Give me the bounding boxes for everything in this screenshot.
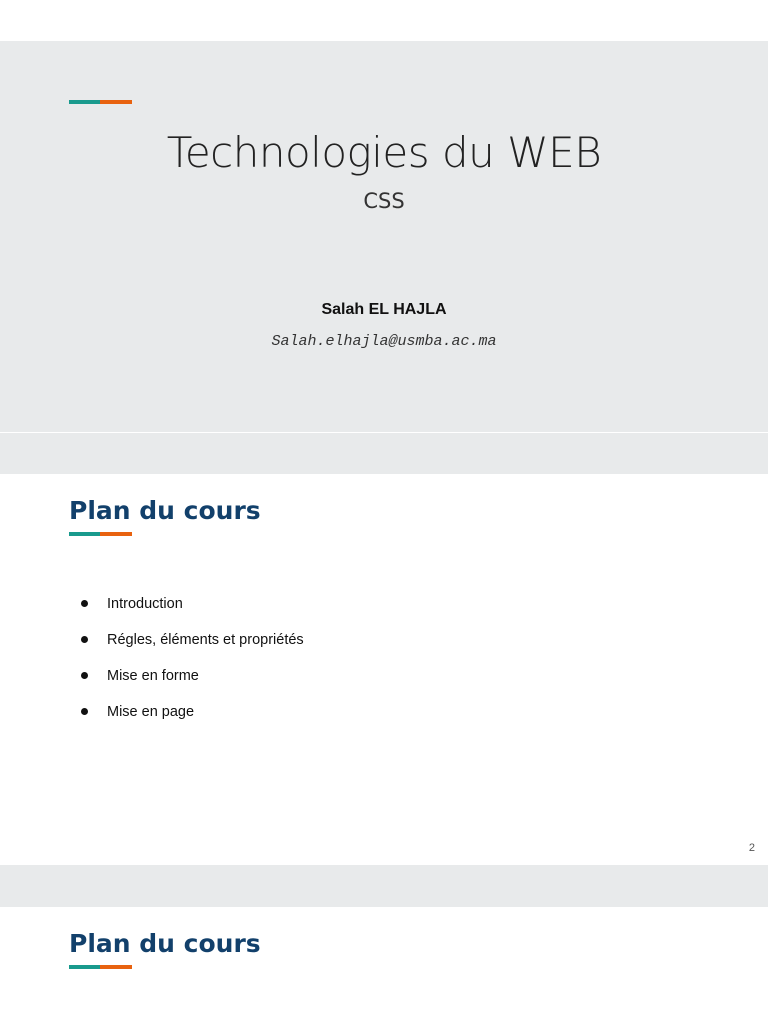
slide-gap bbox=[0, 865, 768, 907]
page-number: 2 bbox=[748, 842, 755, 854]
list-item-label: Régles, éléments et propriétés bbox=[107, 632, 304, 648]
author-email[interactable]: Salah.elhajla@usmba.ac.ma bbox=[271, 333, 497, 350]
page-top-margin bbox=[0, 0, 768, 41]
list-item bbox=[80, 701, 304, 737]
accent-bar-teal bbox=[69, 965, 100, 969]
list-item bbox=[80, 593, 304, 629]
outline-slide bbox=[0, 474, 768, 865]
list-item-label: Mise en forme bbox=[107, 668, 199, 684]
outline-list bbox=[80, 593, 304, 737]
accent-bar bbox=[69, 532, 132, 536]
title-slide bbox=[0, 41, 768, 432]
bullet-icon bbox=[81, 636, 88, 643]
outline-heading: Plan du cours bbox=[69, 929, 261, 958]
bullet-icon bbox=[81, 708, 88, 715]
presentation-subtitle: CSS bbox=[363, 189, 405, 213]
outline-heading: Plan du cours bbox=[69, 496, 261, 525]
accent-bar-teal bbox=[69, 100, 100, 104]
accent-bar-orange bbox=[100, 100, 132, 104]
presentation-title: Technologies du WEB bbox=[166, 128, 602, 177]
author-name: Salah EL HAJLA bbox=[321, 301, 447, 318]
list-item bbox=[80, 665, 304, 701]
accent-bar-orange bbox=[100, 532, 132, 536]
accent-bar bbox=[69, 100, 132, 104]
bullet-icon bbox=[81, 672, 88, 679]
list-item-label: Mise en page bbox=[107, 704, 195, 720]
outline-slide-next bbox=[0, 907, 768, 1024]
bullet-icon bbox=[81, 600, 88, 607]
slide-gap bbox=[0, 433, 768, 474]
list-item-label: Introduction bbox=[107, 596, 183, 612]
accent-bar bbox=[69, 965, 132, 969]
list-item bbox=[80, 629, 304, 665]
accent-bar-orange bbox=[100, 965, 132, 969]
accent-bar-teal bbox=[69, 532, 100, 536]
